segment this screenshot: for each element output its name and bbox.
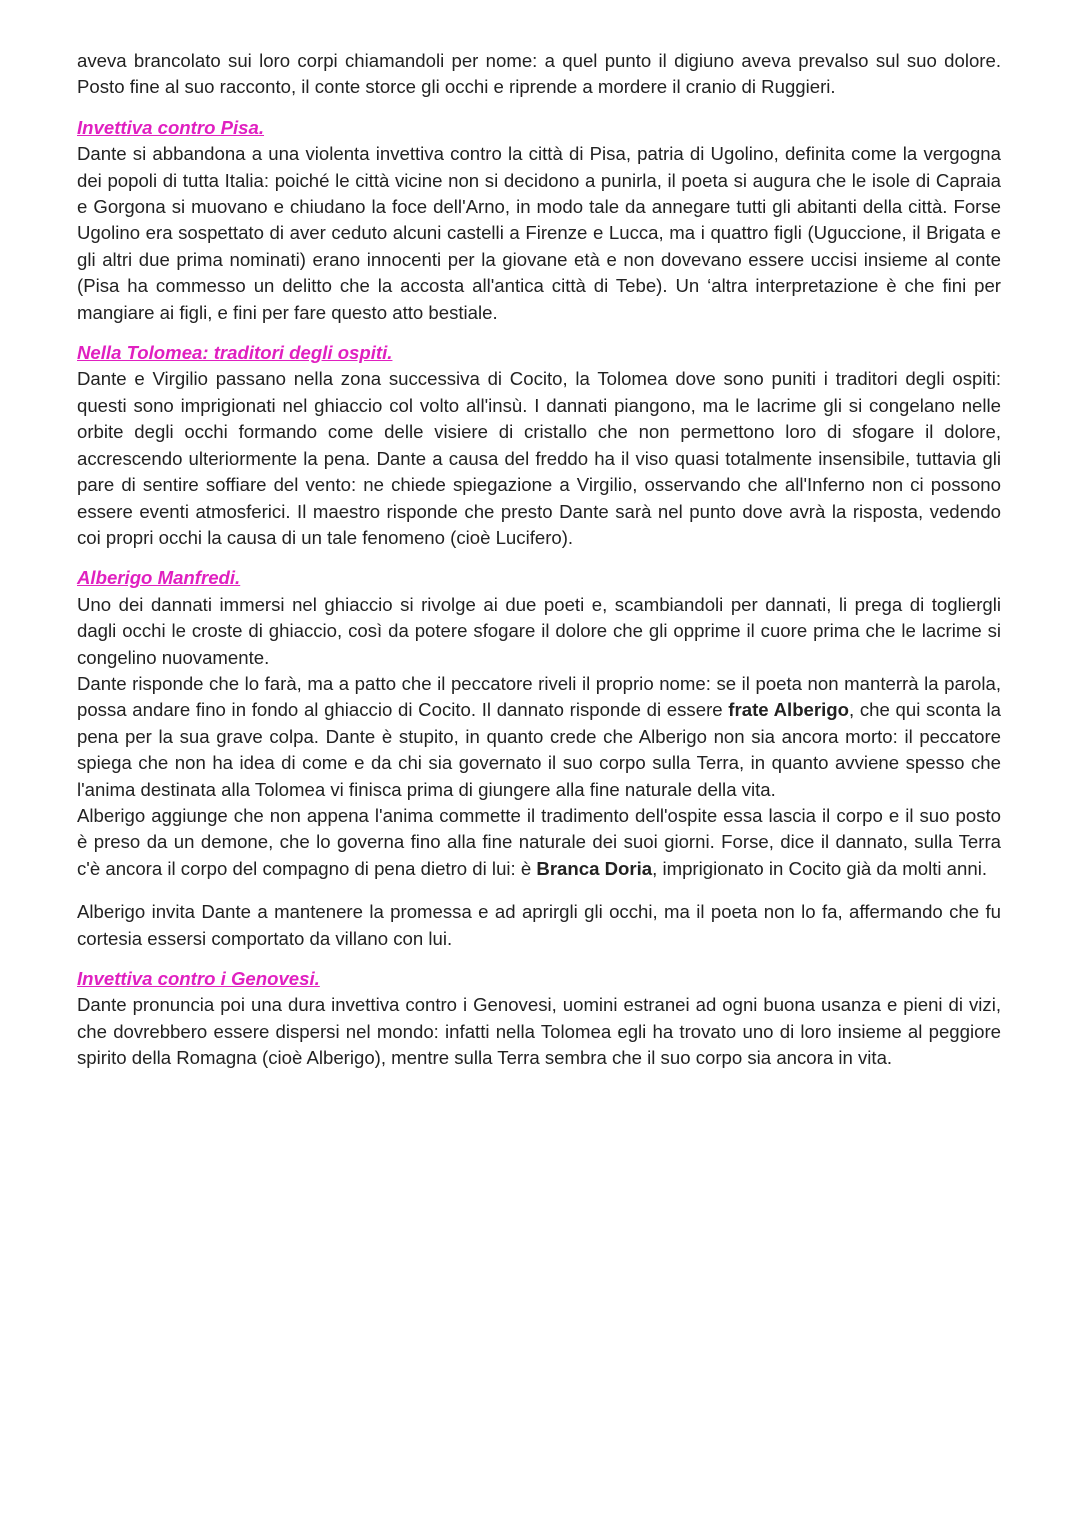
alberigo-p2-text: Dante risponde che lo farà, ma a patto che il peccatore riveli il proprio nome: se il poeta non manterrà la parola, possa andare fino in fondo al ghiaccio di Cocito. Il dannato risponde di essere	[77, 672, 1001, 721]
intro-section	[77, 48, 1001, 101]
alberigo-p3-text-end: , imprigionato in Cocito già da molti anni.	[652, 857, 988, 879]
pisa-heading: Invettiva contro Pisa.	[77, 116, 265, 138]
alberigo-paragraph-4: Alberigo invita Dante a mantenere la promessa e ad aprirgli gli occhi, ma il poeta non lo fa, affermando che fu cortesia essersi comportato da villano con lui.	[77, 901, 1001, 949]
tolomea-section	[77, 340, 1001, 551]
genovesi-section	[77, 966, 1001, 1072]
alberigo-section	[77, 565, 1001, 952]
pisa-section	[77, 115, 1001, 326]
branca-doria-bold: Branca Doria	[536, 857, 653, 879]
genovesi-heading: Invettiva contro i Genovesi.	[77, 968, 320, 989]
pisa-paragraph: Dante si abbandona a una violenta invettiva contro la città di Pisa, patria di Ugolino, definita come la vergogna dei popoli di tutta Italia: poiché le città vicine non si decidono a punirla, il poeta si augura che le isole di Capraia e Gorgona si muovano e chiudano la foce dell'Arno, in modo tale da annegare tutti gli abitanti della città. Forse Ugolino era sospettato di aver ceduto alcuni castelli a Firenze e Lucca, ma i quattro figli (Uguccione, il Brigata e gli altri due prima nominati) erano innocenti per la giovane età e non dovevano essere uccisi insieme al conte (Pisa ha commesso un delitto che la accosta all'antica città di Tebe). Un ‘altra interpretazione è che fini per mangiare ai figli, e fini per fare questo atto bestiale.	[77, 143, 1001, 323]
alberigo-paragraph-3	[77, 803, 1001, 882]
intro-paragraph: aveva brancolato sui loro corpi chiamandoli per nome: a quel punto il digiuno aveva prevalso sul suo dolore. Posto fine al suo racconto, il conte storce gli occhi e riprende a mordere il cranio di Ruggieri.	[77, 50, 1001, 98]
genovesi-paragraph: Dante pronuncia poi una dura invettiva contro i Genovesi, uomini estranei ad ogni buona usanza e pieni di vizi, che dovrebbero essere dispersi nel mondo: infatti nella Tolomea egli ha trovato uno di loro insieme al peggiore spirito della Romagna (cioè Alberigo), mentre sulla Terra sembra che il suo corpo sia ancora in vita.	[77, 994, 1001, 1069]
tolomea-paragraph: Dante e Virgilio passano nella zona successiva di Cocito, la Tolomea dove sono puniti i traditori degli ospiti: questi sono imprigionati nel ghiaccio col volto all'insù. I dannati piangono, ma le lacrime gli si congelano nelle orbite degli occhi formando come delle visiere di cristallo che non permettono loro di sfogare il dolore, accrescendo ulteriormente la pena. Dante a causa del freddo ha il viso quasi totalmente insensibile, tuttavia gli pare di sentire soffiare del vento: ne chiede spiegazione a Virgilio, osservando che all'Inferno non ci possono essere eventi atmosferici. Il maestro risponde che presto Dante sarà nel punto dove avrà la risposta, vedendo coi propri occhi la causa di un tale fenomeno (cioè Lucifero).	[77, 368, 1001, 548]
alberigo-heading: Alberigo Manfredi.	[77, 567, 241, 589]
document-page	[77, 48, 1001, 1072]
alberigo-name-bold: frate Alberigo	[728, 699, 850, 721]
tolomea-heading: Nella Tolomea: traditori degli ospiti.	[77, 342, 393, 364]
alberigo-paragraph-2	[77, 671, 1001, 803]
alberigo-p2-text-end: , che qui sconta la pena per la sua grave colpa. Dante è stupito, in quanto crede che Alberigo non sia ancora morto: il peccatore spiega che non ha idea di come e da chi sia governato il suo corpo sulla Terra, in quanto avviene spesso che l'anima destinata alla Tolomea vi finisca prima di giungere alla fine naturale della vita.	[77, 699, 1001, 800]
alberigo-p3-text: Alberigo aggiunge che non appena l'anima commette il tradimento dell'ospite essa lascia il corpo e il suo posto è preso da un demone, che lo governa fino alla fine naturale dei suoi giorni. Forse, dice il dannato, sulla Terra c'è ancora il corpo del compagno di pena dietro di lui: è	[77, 804, 1001, 879]
alberigo-paragraph-1: Uno dei dannati immersi nel ghiaccio si rivolge ai due poeti e, scambiandoli per dannati, li prega di togliergli dagli occhi le croste di ghiaccio, così da potere sfogare il dolore che gli opprime il cuore prima che le lacrime si congelino nuovamente.	[77, 593, 1001, 668]
